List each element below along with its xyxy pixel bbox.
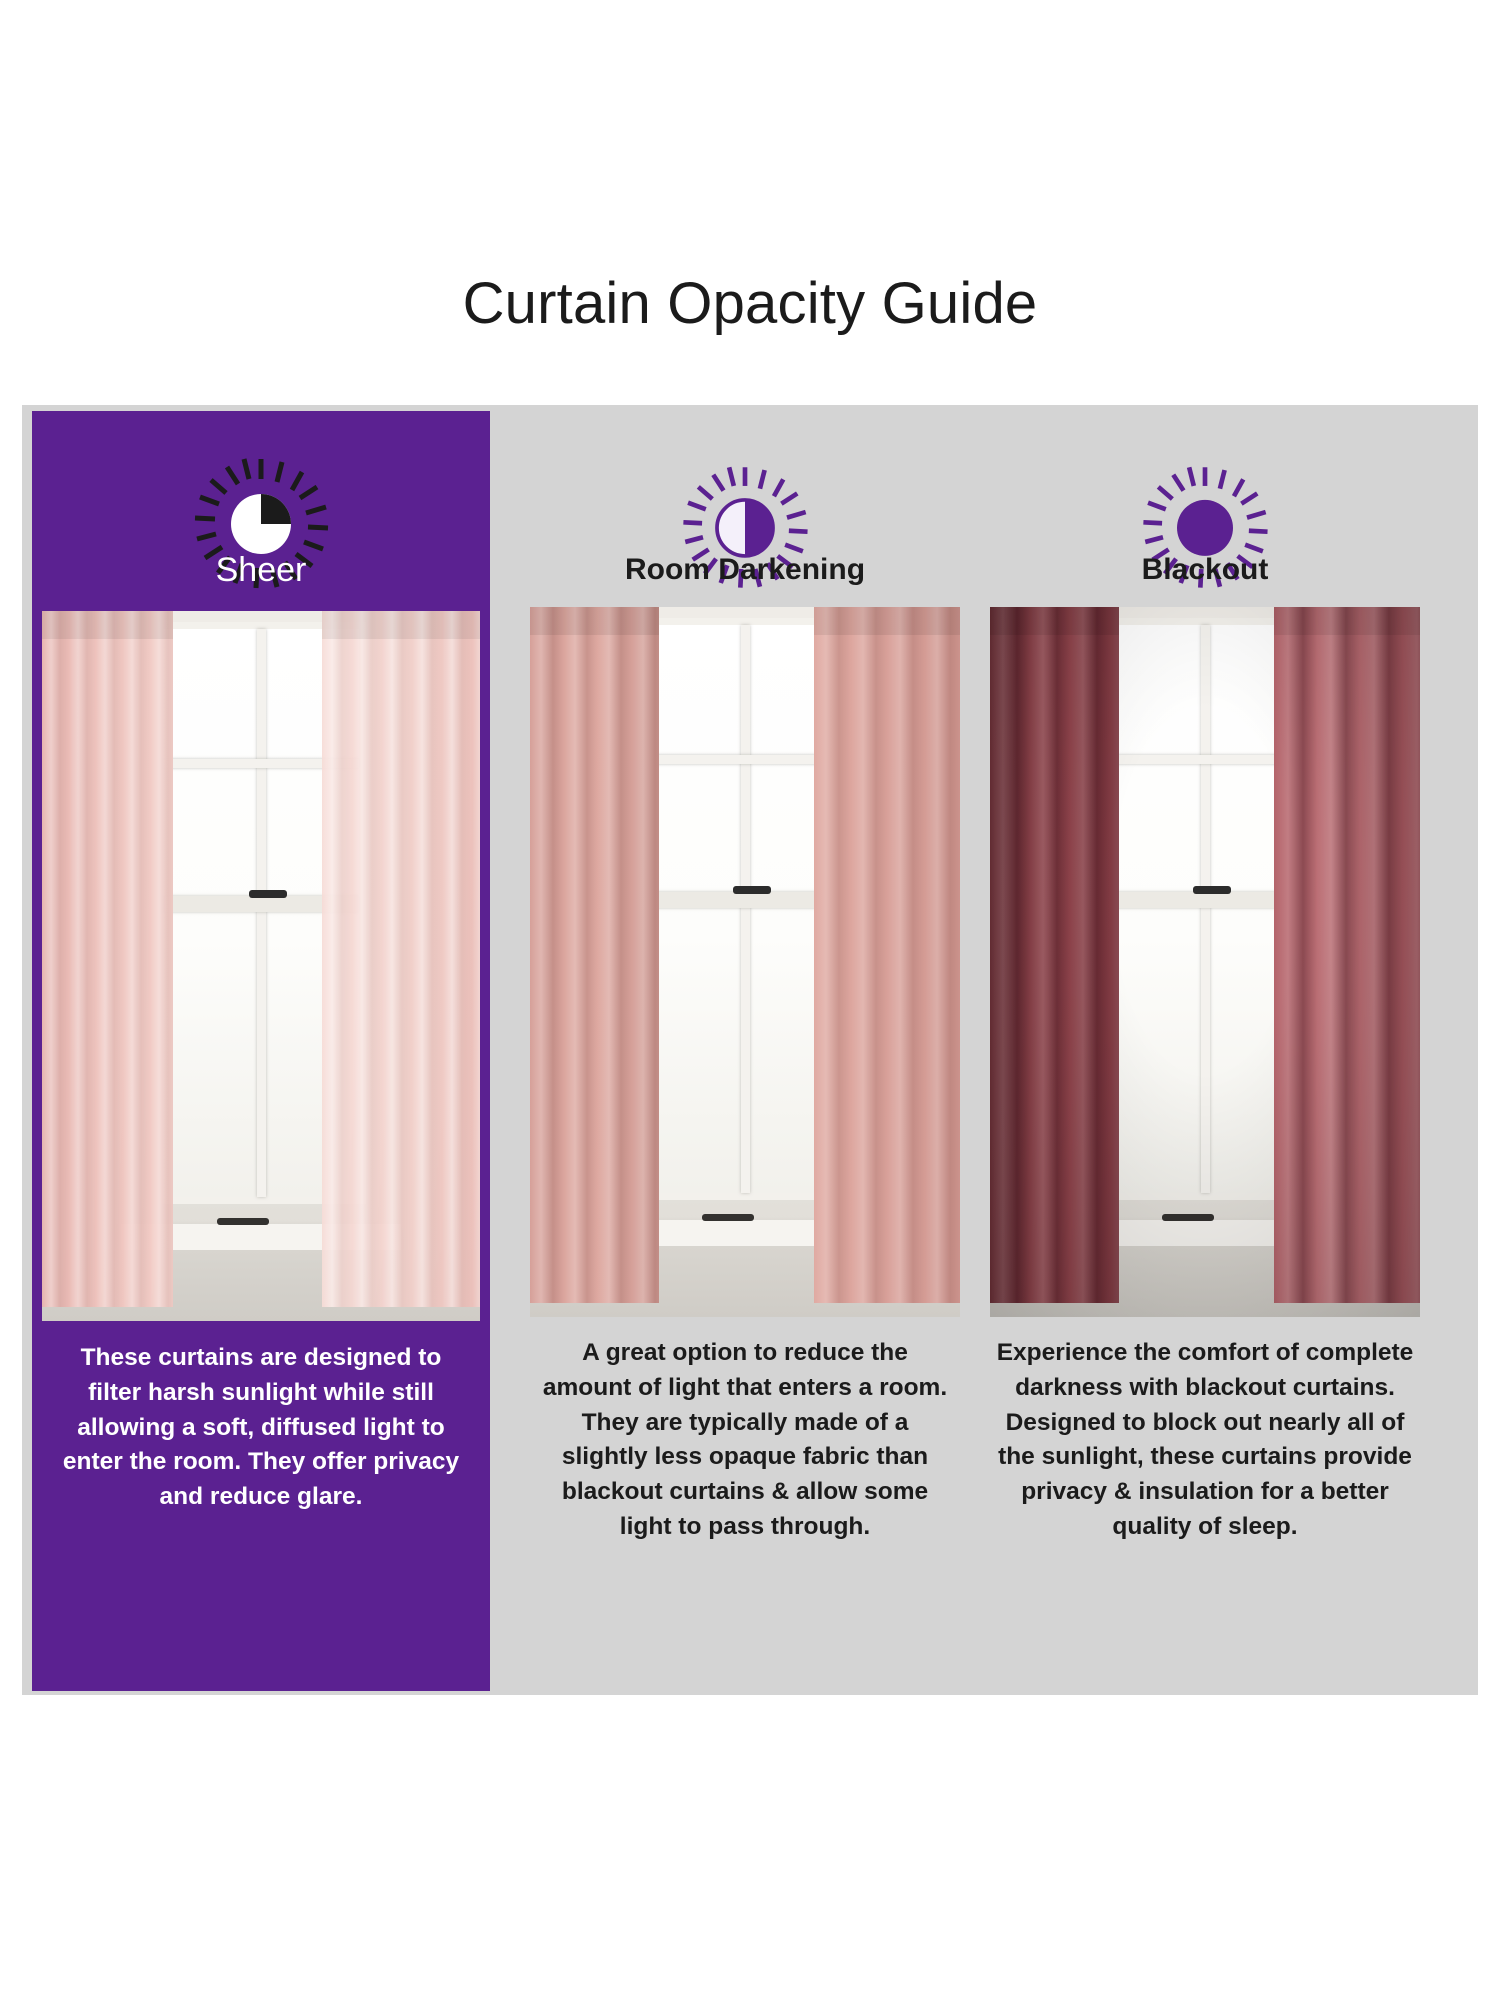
opacity-cards-container: [22, 405, 1478, 1695]
opacity-card-blackout[interactable]: [990, 411, 1420, 1691]
card-description-room-darkening: A great option to reduce the amount of light that enters a room. They are typically made of a slightly less opaque fabric than blackout curtains & allow some light to pass through.: [542, 1339, 948, 1540]
opacity-card-sheer[interactable]: [32, 411, 490, 1691]
curtain-photo-blackout: [990, 607, 1420, 1317]
curtain-photo-room-darkening: [530, 607, 960, 1317]
card-description-sheer: These curtains are designed to filter harsh sunlight while still allowing a soft, diffused light to enter the room. They offer privacy and reduce glare.: [62, 1344, 460, 1511]
curtain-photo-sheer: [42, 611, 480, 1321]
card-label-blackout: Blackout: [1141, 553, 1269, 586]
card-description-blackout: Experience the comfort of complete darkness with blackout curtains. Designed to block out nearly all of the sunlight, these curtains provide privacy & insulation for a better quality of sleep.: [996, 1339, 1414, 1540]
card-label-sheer: Sheer: [215, 551, 307, 589]
card-label-room-darkening: Room Darkening: [624, 553, 866, 586]
opacity-card-room-darkening[interactable]: [530, 411, 960, 1691]
page-title: Curtain Opacity Guide: [462, 271, 1038, 336]
